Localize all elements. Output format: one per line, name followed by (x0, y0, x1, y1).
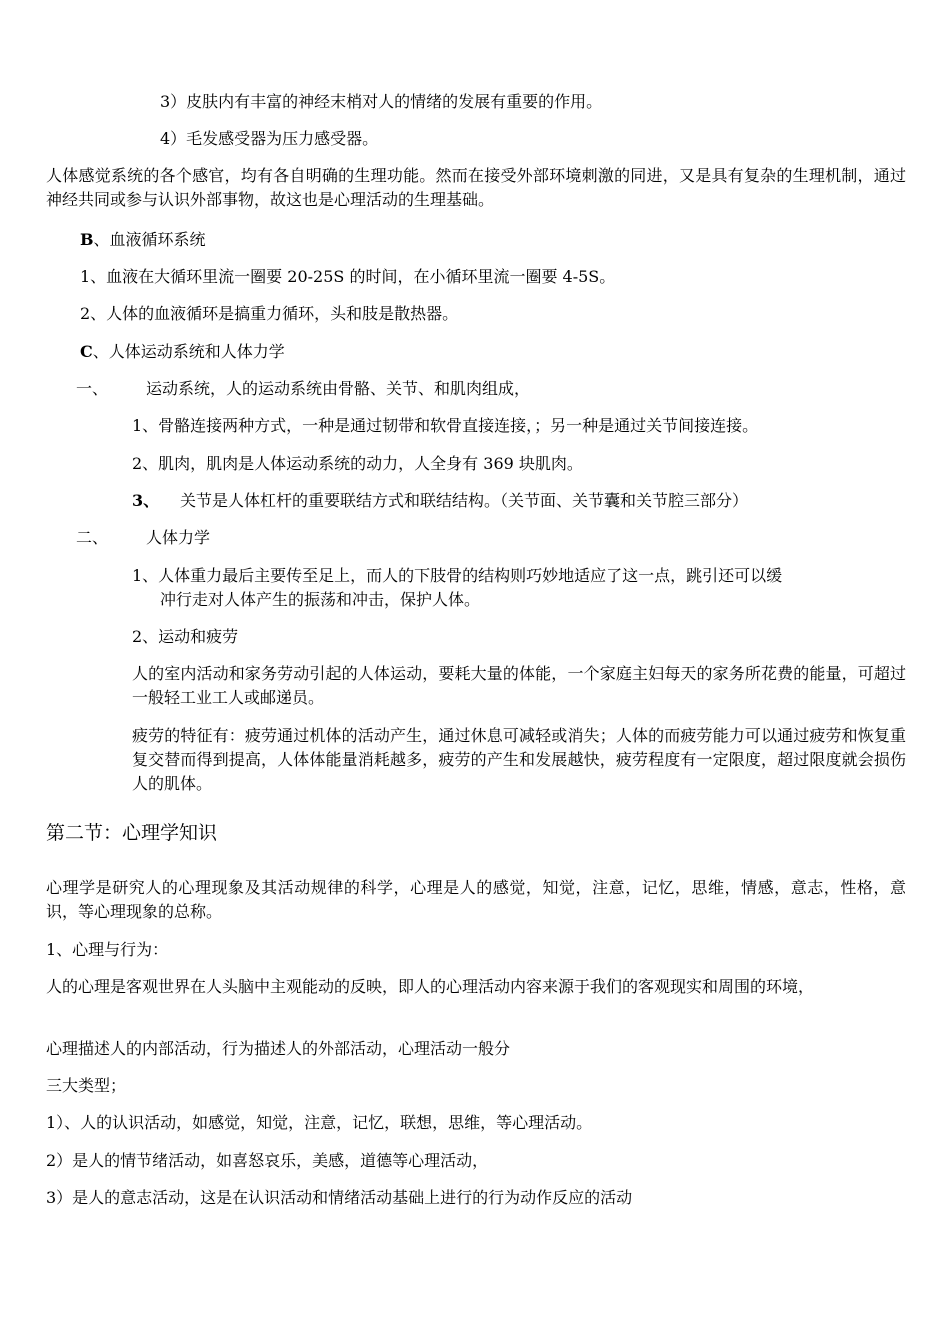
part-2-title: 人体力学 (146, 528, 211, 547)
skin-item-4: 4）毛发感受器为压力感受器。 (160, 129, 379, 148)
section-b-item-2: 2、人体的血液循环是搞重力循环，头和肢是散热器。 (80, 304, 459, 323)
section-b-title: 、血液循环系统 (93, 230, 206, 249)
sensory-summary-paragraph: 人体感觉系统的各个感官，均有各自明确的生理功能。然而在接受外部环境刺激的同进，又是具有复杂的生理机制，通过神经共同或参与认识外部事物，故这也是心理活动的生理基础。 (46, 166, 906, 209)
part-2-marker: 二、 (76, 528, 109, 547)
part-2-item-1-line-1: 1、人体重力最后主要传至足上，而人的下肢骨的结构则巧妙地适应了这一点，跳引还可以缓 (132, 566, 783, 585)
part-1-item-2: 2、肌肉，肌肉是人体运动系统的动力，人全身有 369 块肌肉。 (132, 454, 583, 473)
part-2-paragraph-1: 人的室内活动和家务劳动引起的人体运动，要耗大量的体能，一个家庭主妇每天的家务所花费的能量，可超过一般轻工业工人或邮递员。 (132, 664, 906, 707)
psychology-type-1: 1）、人的认识活动，如感觉，知觉，注意，记忆，联想，思维，等心理活动。 (46, 1113, 593, 1132)
part-1-marker: 一、 (76, 379, 109, 398)
section-b-heading (80, 228, 206, 252)
psychology-type-3: 3）是人的意志活动，这是在认识活动和情绪活动基础上进行的行为动作反应的活动 (46, 1188, 633, 1207)
part-2-item-1-line-2: 冲行走对人体产生的振荡和冲击，保护人体。 (160, 590, 481, 609)
part-2-item-2: 2、运动和疲劳 (132, 627, 239, 646)
part-1-item-3-text: 关节是人体杠杆的重要联结方式和联结结构。（关节面、关节囊和关节腔三部分） (180, 491, 749, 510)
section-b-item-1: 1、血液在大循环里流一圈要 20-25S 的时间，在小循环里流一圈要 4-5S。 (80, 267, 616, 286)
section-c-letter: C (80, 342, 93, 361)
section-2-heading: 第二节：心理学知识 (46, 822, 218, 844)
skin-item-3: 3）皮肤内有丰富的神经末梢对人的情绪的发展有重要的作用。 (160, 92, 603, 111)
psychology-line-1: 心理描述人的内部活动，行为描述人的外部活动，心理活动一般分 (46, 1039, 511, 1058)
psychology-paragraph-1: 人的心理是客观世界在人头脑中主观能动的反映，即人的心理活动内容来源于我们的客观现实和周围的环境， (46, 977, 815, 996)
psychology-line-2: 三大类型； (46, 1076, 127, 1095)
part-1-title: 运动系统，人的运动系统由骨骼、关节、和肌肉组成， (146, 379, 531, 398)
part-1-item-3-number: 3、 (132, 491, 160, 510)
section-b-letter: B (80, 230, 94, 249)
psychology-subheading-1: 1、心理与行为： (46, 940, 169, 959)
section-c-title: 、人体运动系统和人体力学 (92, 342, 285, 361)
part-2-paragraph-2: 疲劳的特征有：疲劳通过机体的活动产生，通过休息可减轻或消失；人体的而疲劳能力可以通过疲劳和恢复重复交替而得到提高，人体体能量消耗越多，疲劳的产生和发展越快，疲劳程度有一定限度，超过限度就会损伤人的肌体。 (132, 726, 906, 793)
part-1-item-1: 1、骨骼连接两种方式，一种是通过韧带和软骨直接连接，；另一种是通过关节间接连接。 (132, 416, 759, 435)
psychology-intro-paragraph: 心理学是研究人的心理现象及其活动规律的科学，心理是人的感觉，知觉，注意，记忆，思维，情感，意志，性格，意识，等心理现象的总称。 (46, 878, 906, 921)
section-c-heading (80, 340, 285, 364)
psychology-type-2: 2）是人的情节绪活动，如喜怒哀乐，美感，道德等心理活动， (46, 1151, 489, 1170)
